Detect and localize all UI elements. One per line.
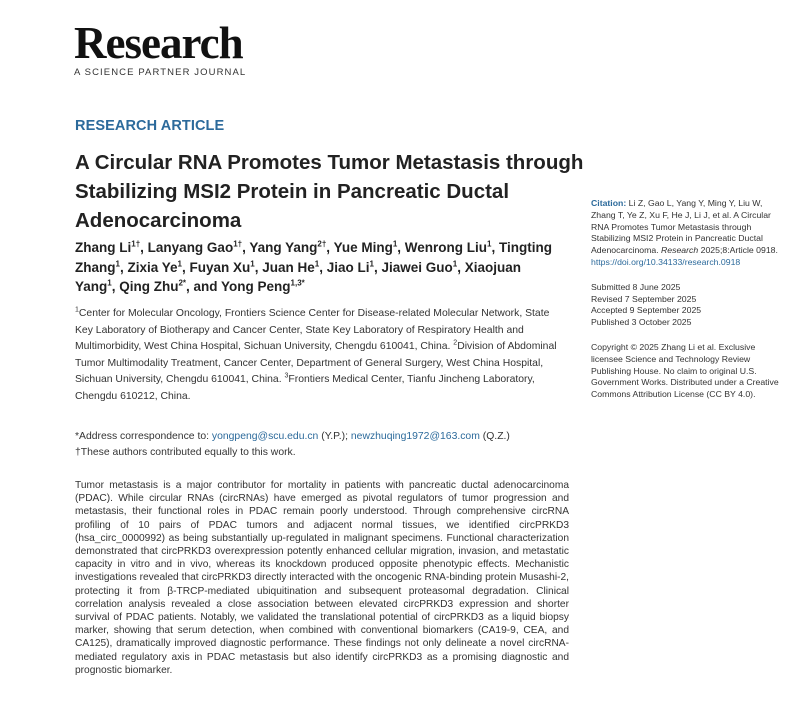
revised-date: Revised 7 September 2025 — [591, 293, 697, 304]
equal-contribution-note: †These authors contributed equally to this work. — [75, 447, 296, 458]
citation-journal: Research — [661, 245, 699, 256]
author-affiliation-marker: 1† — [131, 239, 141, 249]
article-title: A Circular RNA Promotes Tumor Metastasis through Stabilizing MSI2 Protein in Pancreatic Ductal Adenocarcinoma — [75, 151, 584, 232]
author-affiliation-marker: 1 — [314, 259, 320, 268]
citation-block — [591, 198, 781, 269]
author-name-text: Yang Yang — [249, 240, 318, 255]
section-label: RESEARCH ARTICLE — [75, 118, 225, 134]
author-name — [249, 240, 326, 255]
affiliation-1: Center for Molecular Oncology, Frontiers Science Center for Disease-related Molecular Network, State Key Laboratory of Biotherapy and Cancer Center, State Key Laboratory of Respiratory Health and Multimorbidity, West China Hospital, Sichuan University, Chengdu 610041, China. — [75, 308, 550, 352]
author-name-text: Lanyang Gao — [147, 240, 234, 255]
author-affiliation-marker: 1 — [177, 259, 182, 268]
author-name-text: Qing Zhu — [119, 279, 179, 294]
affiliation-2: Division of Abdominal Tumor Multimodality Treatment, Cancer Center, Department of General Surgery, West China Hospital, Sichuan University, Chengdu 610041, China. — [75, 341, 557, 385]
author-name — [405, 240, 492, 255]
author-name — [262, 260, 319, 275]
author-name — [127, 260, 182, 275]
author-list: Zhang $Li^{1\dagger}$, Lanyang Gao$^{1\dagger}$, Yang Yang$^{2\dagger}$, Yue Ming$^1$, Wenrong Liu$^1$, Tingting Zhang$^1$, Zixia Ye$^1$, Fuyan Xu$^1$, Juan He$^1$, Jiao Li$^1$, Jiawei Guo$^1$, Xiaojuan Yang$^1$, Qing Zhu$^{2*}$, and Yong Peng$^{1,3*}$ — [75, 239, 553, 294]
author-name-text: Yong Peng — [221, 279, 291, 294]
author-name-text: Jiao Li — [326, 259, 370, 275]
affiliations — [75, 306, 568, 405]
author-affiliation-marker: 2* — [178, 278, 187, 288]
correspondence-prefix: *Address correspondence to: — [75, 431, 212, 442]
author-affiliation-marker: 1† — [233, 239, 243, 249]
author-name — [148, 240, 242, 255]
author-name — [189, 260, 254, 275]
journal-tagline: A SCIENCE PARTNER JOURNAL — [74, 67, 247, 78]
author-affiliation-marker: 1 — [452, 259, 458, 268]
correspondence-name-2: (Q.Z.) — [479, 431, 510, 442]
correspondence-name-1: (Y.P.); — [318, 431, 351, 442]
author-name — [327, 260, 374, 275]
author-affiliation-marker: 1 — [369, 259, 374, 268]
email-link-1[interactable]: yongpeng@scu.edu.cn — [211, 431, 319, 442]
citation-label: Citation: — [591, 198, 627, 208]
author-name-text: Xiaojuan Yang — [75, 259, 521, 294]
submitted-date: Submitted 8 June 2025 — [591, 281, 681, 292]
author-name-text: Yue Ming — [333, 240, 393, 255]
accepted-date: Accepted 9 September 2025 — [591, 305, 702, 316]
citation-ref: 2025;8:Article 0918. — [698, 245, 778, 256]
dates-block — [591, 282, 781, 329]
author-name — [119, 279, 186, 294]
author-affiliation-marker: 2† — [317, 239, 327, 249]
affiliation-marker: 2 — [453, 339, 458, 347]
author-name — [381, 260, 457, 275]
author-affiliation-marker: 1 — [250, 259, 255, 268]
published-date: Published 3 October 2025 — [591, 317, 692, 328]
author-affiliation-marker: 1 — [115, 259, 120, 268]
journal-name: Research — [74, 18, 243, 68]
doi-link[interactable]: https://doi.org/10.34133/research.0918 — [591, 256, 741, 267]
affiliation-marker: 1 — [75, 306, 79, 314]
author-affiliation-marker: 1 — [107, 278, 112, 288]
author-name — [75, 240, 140, 255]
author-name-text: Wenrong Liu — [404, 240, 488, 255]
affiliation-3: Frontiers Medical Center, Tianfu Jincheng Laboratory, Chengdu 610212, China. — [75, 374, 535, 402]
author-name-text: Fuyan Xu — [189, 259, 251, 275]
journal-masthead — [74, 18, 246, 78]
author-affiliation-marker: 1 — [487, 239, 492, 249]
author-name-text: Tingting Zhang — [75, 240, 553, 275]
email-link-2[interactable]: newzhuqing1972@163.com — [350, 431, 480, 442]
author-name — [334, 240, 398, 255]
abstract: Tumor metastasis is a major contributor for mortality in patients with pancreatic ductal adenocarcinoma (PDAC). While circular RNAs (circRNAs) have emerged as pivotal regulators of tumor progression and metastasis, their functional roles in PDAC remain poorly understood. Through comprehensive circRNA profiling of 10 pairs of PDAC tumors and adjacent normal tissues, we identified circPRKD3 (hsa_circ_0000992) as being substantially up-regulated in malignant specimens. Functional characterization demonstrated that circPRKD3 overexpression potently enhanced cellular migration, invasion, and metastatic capacity in vitro and in vivo, whereas its knockdown produced opposite phenotypic effects. Mechanistic investigations revealed that circPRKD3 directly interacted with the oncogenic RNA-binding protein Musashi-2, protecting it from β-TRCP-mediated ubiquitination and subsequent proteasomal degradation. Clinical correlation analysis revealed a close association between elevated circPRKD3 expression and shorter survival of PDAC patients. Notably, we validated the translational potential of circPRKD3 as a liquid biopsy marker, showing that serum detection, when combined with conventional biomarkers (CA19-9, CEA, and CA125), dramatically improved diagnostic performance. These findings not only delineate a novel circRNA-mediated regulatory axis in PDAC metastasis but also identify circPRKD3 as a promising diagnostic and prognostic biomarker. — [75, 480, 569, 676]
correspondence-line — [75, 429, 575, 445]
author-name-text: Jiawei Guo — [381, 259, 453, 275]
author-name-text: Zixia Ye — [127, 259, 178, 275]
citation-text: Li Z, Gao L, Yang Y, Ming Y, Liu W, Zhang T, Ye Z, Xu F, He J, Li J, et al. A Circular RNA Promotes Tumor Metastasis through Stabilizing MSI2 Protein in Pancreatic Ductal Adenocarcinoma. — [591, 198, 771, 256]
author-name — [221, 279, 305, 294]
article-sidebar — [591, 198, 781, 401]
author-name-text: Zhang Li — [75, 240, 132, 255]
affiliation-marker: 3 — [284, 372, 289, 380]
copyright-notice: Copyright © 2025 Zhang Li et al. Exclusive licensee Science and Technology Review Publishing House. No claim to original U.S. Government Works. Distributed under a Creative Commons Attribution License (CC BY 4.0). — [591, 341, 779, 400]
correspondence — [75, 429, 575, 461]
author-name-text: Juan He — [262, 259, 315, 275]
author-affiliation-marker: 1,3* — [290, 278, 305, 288]
author-affiliation-marker: 1 — [392, 239, 398, 249]
